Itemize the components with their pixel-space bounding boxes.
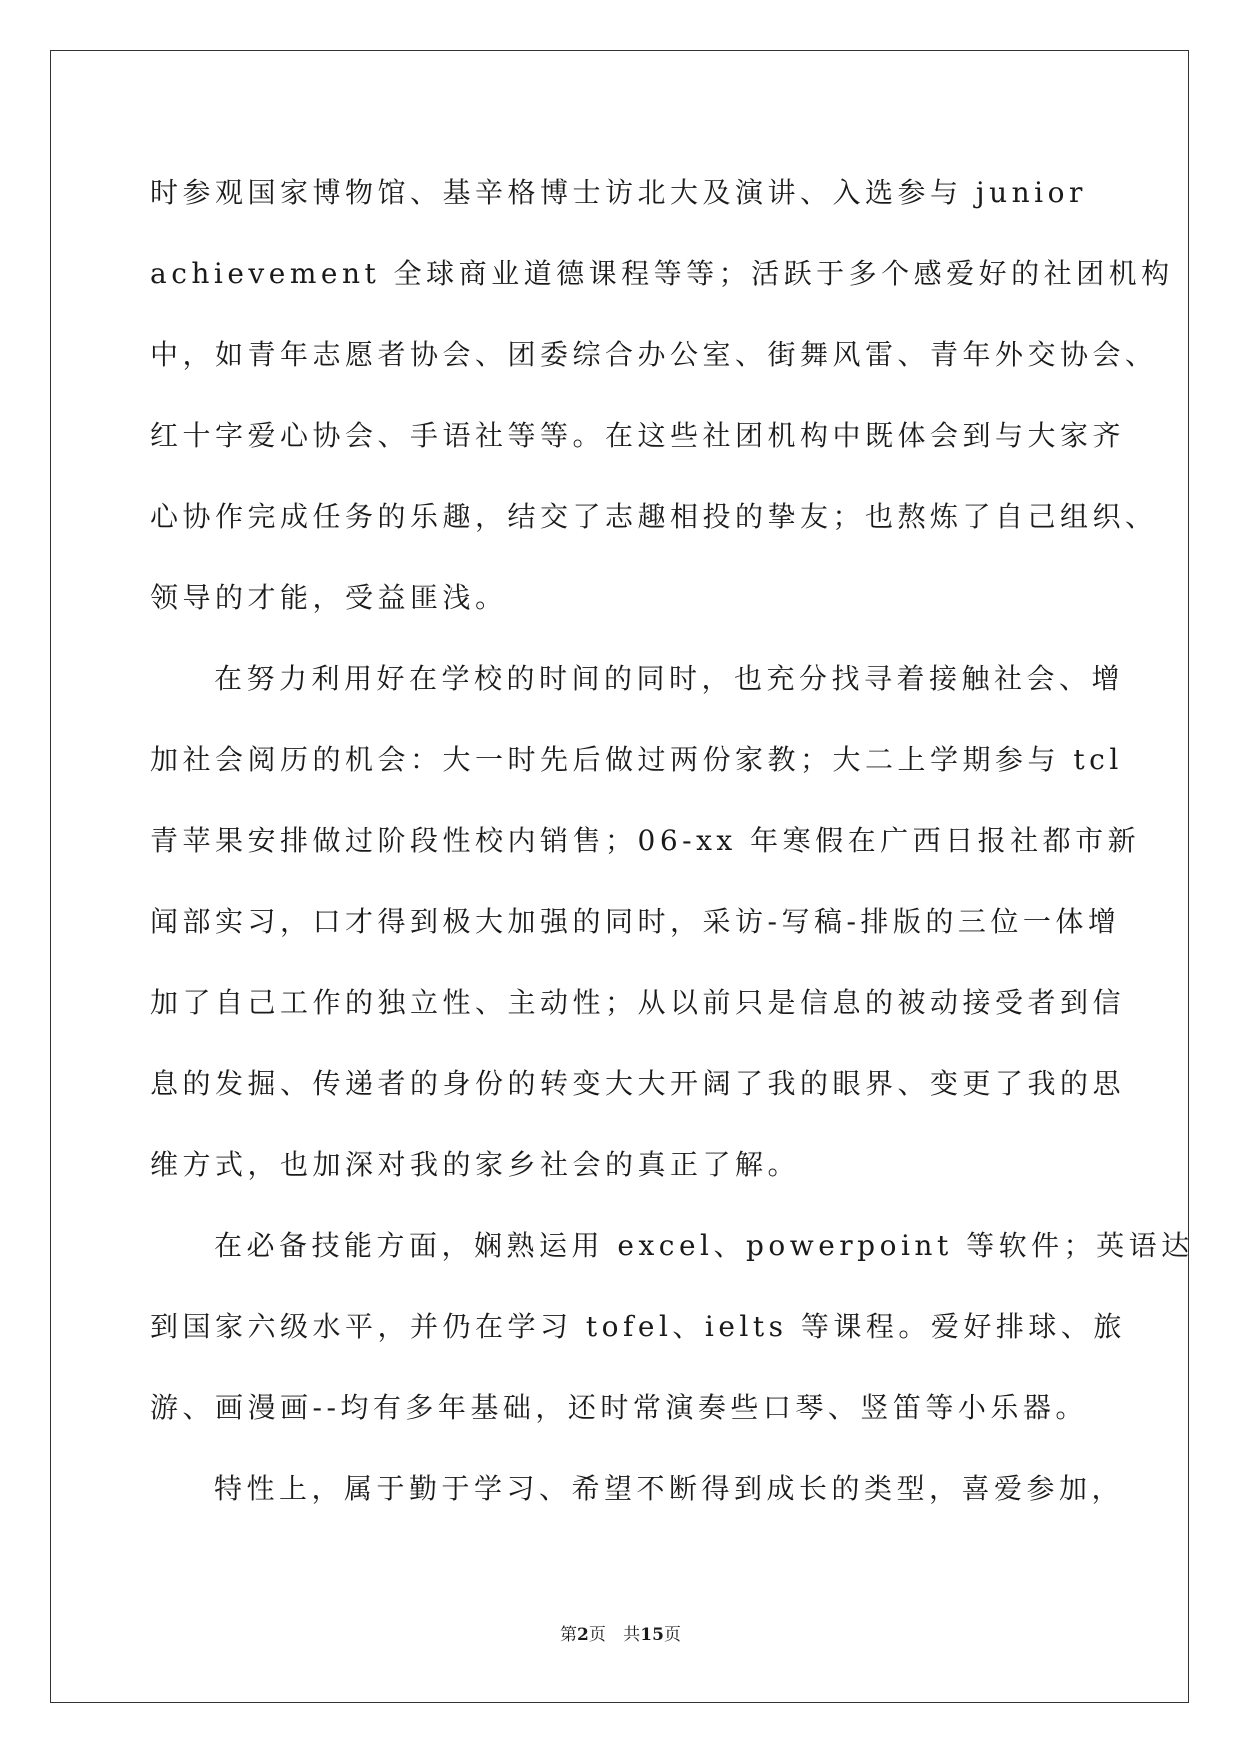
text-line: 加了自己工作的独立性、主动性；从以前只是信息的被动接受者到信 — [150, 986, 1126, 1019]
total-prefix: 共 — [623, 1625, 641, 1645]
text-line: 领导的才能，受益匪浅。 — [150, 581, 508, 614]
text-line: 在努力利用好在学校的时间的同时，也充分找寻着接触社会、增 — [214, 662, 1125, 695]
text-line: 到国家六级水平，并仍在学习 tofel、ielts 等课程。爱好排球、旅 — [150, 1310, 1126, 1343]
text-line: 游、画漫画--均有多年基础，还时常演奏些口琴、竖笛等小乐器。 — [150, 1391, 1088, 1424]
text-line: 中，如青年志愿者协会、团委综合办公室、街舞风雷、青年外交协会、 — [150, 338, 1158, 371]
page-number: 2 — [577, 1625, 589, 1645]
text-line: 闻部实习，口才得到极大加强的同时，采访-写稿-排版的三位一体增 — [150, 905, 1121, 938]
page-indicator — [560, 1625, 606, 1645]
text-line: 加社会阅历的机会：大一时先后做过两份家教；大二上学期参与 tcl — [150, 743, 1123, 776]
text-line: 时参观国家博物馆、基辛格博士访北大及演讲、入选参与 junior — [150, 176, 1087, 209]
text-line: 心协作完成任务的乐趣，结交了志趣相投的挚友；也熬炼了自己组织、 — [150, 500, 1158, 533]
text-line: 红十字爱心协会、手语社等等。在这些社团机构中既体会到与大家齐 — [150, 419, 1126, 452]
total-indicator — [623, 1625, 681, 1645]
page-prefix: 第 — [560, 1625, 578, 1645]
total-pages: 15 — [640, 1625, 664, 1645]
page-footer — [0, 1620, 1241, 1645]
document-body — [150, 152, 1194, 1529]
total-suffix: 页 — [663, 1625, 681, 1645]
text-line: 在必备技能方面，娴熟运用 excel、powerpoint 等软件；英语达 — [214, 1229, 1194, 1262]
text-line: 青苹果安排做过阶段性校内销售；06-xx 年寒假在广西日报社都市新 — [150, 824, 1141, 857]
text-line: 息的发掘、传递者的身份的转变大大开阔了我的眼界、变更了我的思 — [150, 1067, 1126, 1100]
text-line: achievement 全球商业道德课程等等；活跃于多个感爱好的社团机构 — [150, 257, 1174, 290]
text-line: 维方式，也加深对我的家乡社会的真正了解。 — [150, 1148, 801, 1181]
page-suffix: 页 — [588, 1625, 606, 1645]
text-line: 特性上，属于勤于学习、希望不断得到成长的类型，喜爱参加， — [214, 1472, 1125, 1505]
